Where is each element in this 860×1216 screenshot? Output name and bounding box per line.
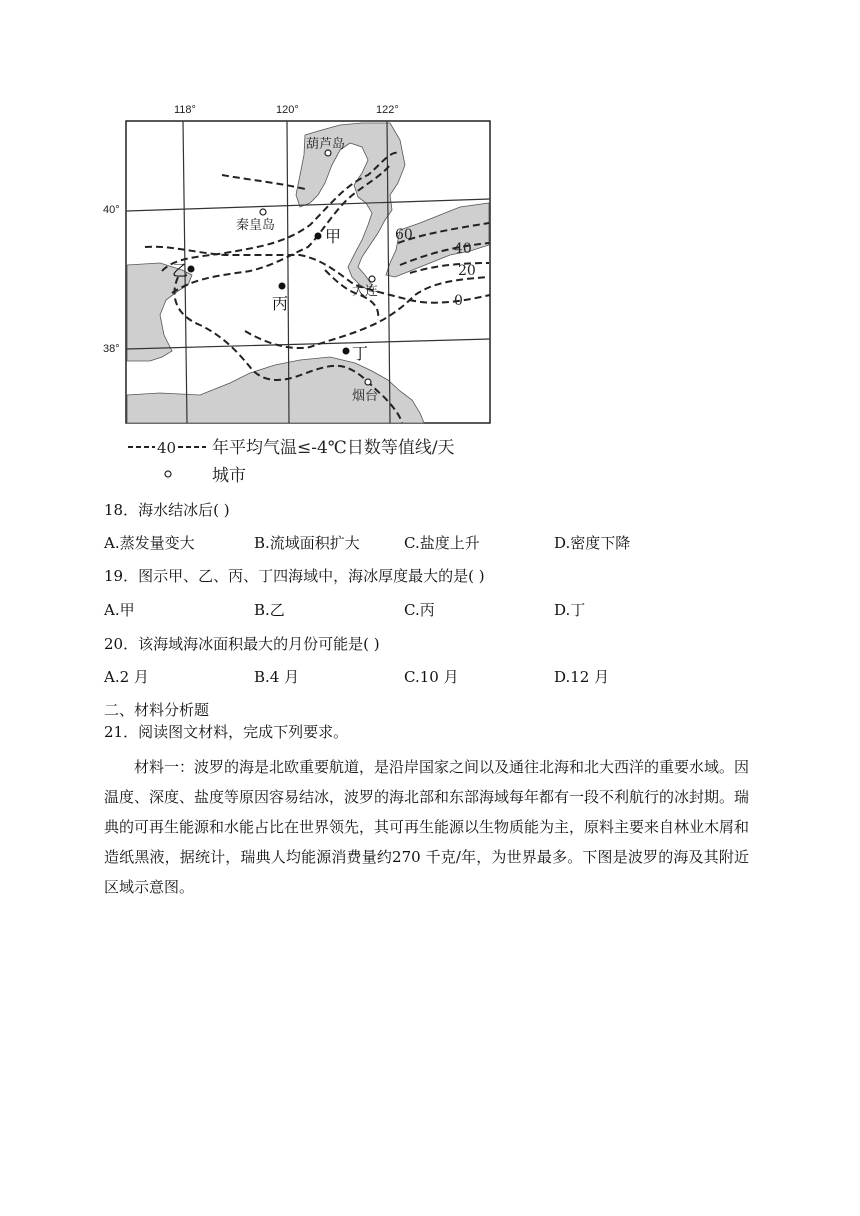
isoline-label-60: 60 <box>395 227 413 243</box>
lon-label-122: 122° <box>376 104 399 116</box>
point-label-ding: 丁 <box>352 344 369 363</box>
q20-option-a[interactable]: A.2 月 <box>104 668 149 686</box>
point-marker-yi <box>188 266 195 273</box>
point-label-bing: 丙 <box>272 294 289 313</box>
point-label-jia: 甲 <box>325 227 342 246</box>
map-svg <box>100 95 520 490</box>
legend-isoline-sample: 40 <box>157 439 177 457</box>
city-label-dalian: 大连 <box>352 284 379 299</box>
question-20-stem: 20．该海域海冰面积最大的月份可能是( ) <box>104 635 380 653</box>
lat-label-38: 38° <box>103 343 120 355</box>
question-18-stem: 18．海水结冰后( ) <box>104 501 230 519</box>
legend-city-text: 城市 <box>212 466 246 486</box>
point-marker-bing <box>279 283 286 290</box>
map-legend <box>128 437 455 486</box>
city-marker-qinhuangdao <box>260 209 266 215</box>
section-2-heading: 二、材料分析题 <box>104 701 210 719</box>
q20-option-b[interactable]: B.4 月 <box>254 668 300 686</box>
q18-option-b[interactable]: B.流域面积扩大 <box>254 534 360 552</box>
city-label-qinhuangdao: 秦皇岛 <box>236 218 276 233</box>
q19-option-b[interactable]: B.乙 <box>254 601 285 619</box>
isoline-label-40: 40 <box>454 241 472 257</box>
lat-label-40: 40° <box>103 204 120 216</box>
lon-label-120: 120° <box>276 104 299 116</box>
q20-option-d[interactable]: D.12 月 <box>554 668 610 686</box>
city-marker-yantai <box>365 379 371 385</box>
point-label-yi: 乙 <box>172 261 189 280</box>
q18-option-c[interactable]: C.盐度上升 <box>404 534 480 552</box>
point-marker-jia <box>315 233 322 240</box>
point-marker-ding <box>343 348 350 355</box>
material-one-paragraph: 材料一：波罗的海是北欧重要航道，是沿岸国家之间以及通往北海和北大西洋的重要水域。因温度、深度、盐度等原因容易结冰，波罗的海北部和东部海域每年都有一段不利航行的冰封期。瑞典的可再生能源和水能占比在世界领先，其可再生能源以生物质能为主，原料主要来自林业木屑和造纸黑液，据统计，瑞典人均能源消费量约270 千克/年，为世界最多。下图是波罗的海及其附近区域示意图。 <box>104 758 750 896</box>
q20-option-c[interactable]: C.10 月 <box>404 668 459 686</box>
q19-option-d[interactable]: D.丁 <box>554 601 586 619</box>
isoline-label-0: 0 <box>454 293 463 309</box>
legend-isoline-text: 年平均气温≤-4℃日数等值线/天 <box>212 438 455 458</box>
city-label-huludao: 葫芦岛 <box>306 137 346 152</box>
sea-ice-map-figure <box>100 95 520 490</box>
legend-city-symbol <box>165 471 171 477</box>
lon-label-118: 118° <box>174 104 196 116</box>
city-label-yantai: 烟台 <box>352 389 379 404</box>
q18-option-d[interactable]: D.密度下降 <box>554 534 631 552</box>
isoline-label-20: 20 <box>458 263 476 279</box>
city-marker-dalian <box>369 276 375 282</box>
question-21-stem: 21．阅读图文材料，完成下列要求。 <box>104 723 349 741</box>
q19-option-a[interactable]: A.甲 <box>104 601 135 619</box>
question-19-stem: 19．图示甲、乙、丙、丁四海域中，海冰厚度最大的是( ) <box>104 567 485 585</box>
q18-option-a[interactable]: A.蒸发量变大 <box>104 534 195 552</box>
q19-option-c[interactable]: C.丙 <box>404 601 435 619</box>
